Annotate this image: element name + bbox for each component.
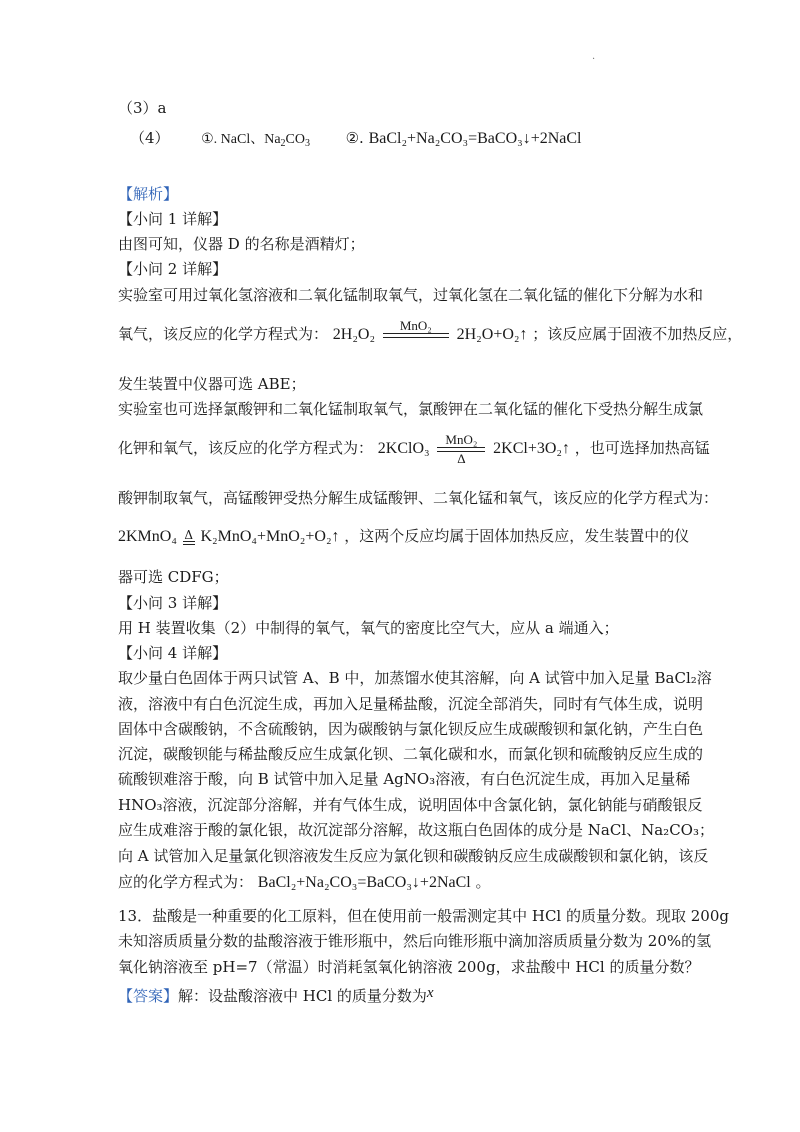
- q4-line: 固体中含碳酸钠，不含硫酸钠，因为碳酸钠与氯化钡反应生成碳酸钡和氯化钠，产生白色: [118, 720, 704, 738]
- q2-line-6: 酸钾制取氧气，高锰酸钾受热分解生成锰酸钾、二氧化锰和氧气，该反应的化学方程式为：: [118, 489, 719, 507]
- q1-text: 由图可知，仪器 D 的名称是酒精灯；: [118, 235, 365, 253]
- eq2-condition: MnO₂ Δ: [437, 433, 485, 466]
- q4-line: 硫酸钡难溶于酸，向 B 试管中加入足量 AgNO₃溶液，有白色沉淀生成，再加入足量稀: [118, 770, 691, 788]
- eq3-left: 2KMnO₄: [118, 528, 177, 545]
- q2-line-3: 发生装置中仪器可选 ABE；: [118, 375, 306, 393]
- answer-4-part2-formula: BaCl₂+Na₂CO₃=BaCO₃↓+2NaCl: [368, 130, 582, 147]
- q1-title: 【小问 1 详解】: [118, 210, 228, 228]
- answer-4-part1: ①. NaCl、$Na_2CO_3$: [201, 132, 310, 149]
- q2-line-4: 实验室也可选择氯酸钾和二氧化锰制取氧气，氯酸钾在二氧化锰的催化下受热分解生成氯: [118, 400, 704, 418]
- eq3-condition: Δ: [183, 529, 195, 545]
- q4-line: 沉淀，碳酸钡能与稀盐酸反应生成氯化钡、二氧化碳和水，而氯化钡和硫酸钠反应生成的: [118, 745, 704, 763]
- eq1-right: 2H₂O+O₂↑: [456, 326, 528, 343]
- q3-text: 用 H 装置收集（2）中制得的氧气，氧气的密度比空气大，应从 a 端通入；: [118, 619, 619, 637]
- eq2-left: 2KClO₃: [377, 440, 430, 457]
- corner-mark: ·: [592, 54, 596, 65]
- answer-4-number: （4）: [130, 129, 170, 147]
- eq2-right: 2KCl+3O₂↑: [493, 440, 570, 457]
- answer-tag: 【答案】: [118, 987, 179, 1005]
- q13-answer: [118, 983, 434, 1006]
- q2-line-2: 氧气，该反应的化学方程式为： 2H₂O₂ MnO₂ 2H₂O+O₂↑ ；该反应属于固液不加热反应，: [118, 318, 742, 352]
- q2-line-1: 实验室可用过氧化氢溶液和二氧化锰制取氧气，过氧化氢在二氧化锰的催化下分解为水和: [118, 286, 704, 304]
- q4-title: 【小问 4 详解】: [118, 644, 228, 662]
- q4-line: HNO₃溶液，沉淀部分溶解，并有气体生成，说明固体中含氯化钠，氯化钠能与硝酸银反: [118, 796, 703, 814]
- analysis-title: 【解析】: [118, 185, 179, 203]
- q13-line: 未知溶质质量分数的盐酸溶液于锥形瓶中，然后向锥形瓶中滴加溶质质量分数为 20%的氢: [118, 932, 712, 950]
- q4-line: 向 A 试管加入足量氯化钡溶液发生反应为氯化钡和碳酸钠反应生成碳酸钡和氯化钠，该反: [118, 847, 709, 865]
- q2-line-8: 器可选 CDFG；: [118, 568, 229, 586]
- answer-variable: x: [426, 985, 434, 1001]
- eq1-condition: MnO₂: [383, 319, 449, 352]
- q4-line: 液，溶液中有白色沉淀生成，再加入足量稀盐酸，沉淀全部消失，同时有气体生成，说明: [118, 695, 704, 713]
- answer-4: [130, 128, 582, 150]
- q4-line: 取少量白色固体于两只试管 A、B 中，加蒸馏水使其溶解，向 A 试管中加入足量 BaCl₂溶: [118, 669, 712, 687]
- q13-line: 13．盐酸是一种重要的化工原料，但在使用前一般需测定其中 HCl 的质量分数。现取 200g: [118, 907, 729, 925]
- answer-3: （3）a: [118, 99, 167, 117]
- q3-title: 【小问 3 详解】: [118, 594, 228, 612]
- q2-line-7: 2KMnO₄ Δ K₂MnO₄+MnO₂+O₂↑ ，这两个反应均属于固体加热反应，发生装置中的仪: [118, 527, 690, 545]
- q2-line-5: 化钾和氧气，该反应的化学方程式为： 2KClO₃ MnO₂ Δ 2KCl+3O₂↑ ，也可选择加热高锰: [118, 431, 710, 466]
- eq1-left: 2H₂O₂: [332, 326, 376, 343]
- answer-4-part2-label: ②.: [345, 129, 364, 147]
- q13-line: 氧化钠溶液至 pH=7（常温）时消耗氢氧化钠溶液 200g，求盐酸中 HCl 的质量分数？: [118, 958, 700, 976]
- eq3-right: K₂MnO₄+MnO₂+O₂↑: [200, 528, 340, 545]
- answer-text: 解：设盐酸溶液中 HCl 的质量分数为: [178, 987, 427, 1005]
- q4-last-equation: BaCl₂+Na₂CO₃=BaCO₃↓+2NaCl: [257, 874, 471, 891]
- q4-last-line: 应的化学方程式为： BaCl₂+Na₂CO₃=BaCO₃↓+2NaCl 。: [118, 873, 491, 891]
- q4-line: 应生成难溶于酸的氯化银，故沉淀部分溶解，故这瓶白色固体的成分是 NaCl、Na₂CO₃；: [118, 821, 714, 839]
- q2-title: 【小问 2 详解】: [118, 260, 228, 278]
